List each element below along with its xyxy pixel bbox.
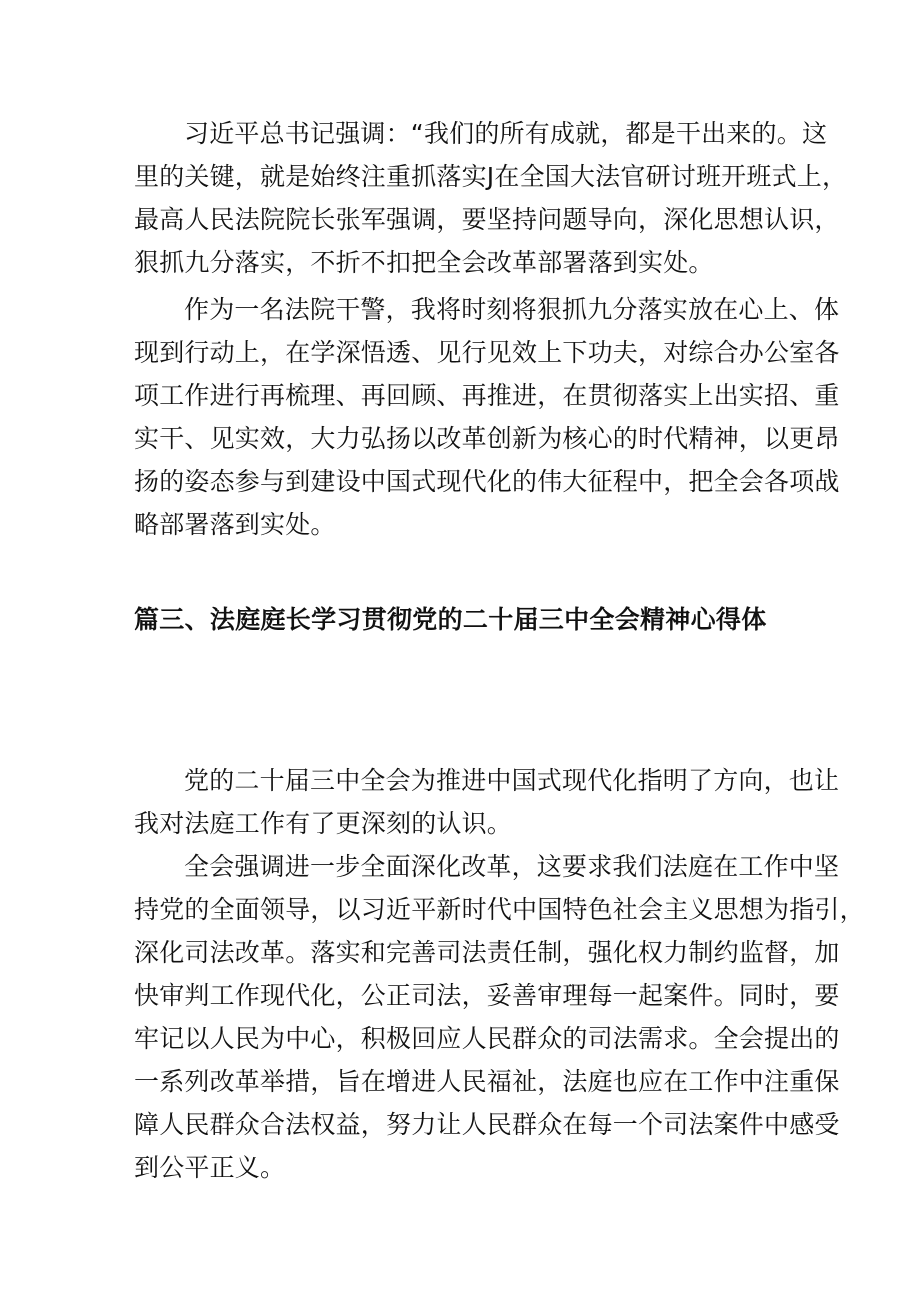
paragraph-line: 全会强调进一步全面深化改革，这要求我们法庭在工作中坚 — [184, 852, 840, 881]
paragraph-line: 习近平总书记强调：“我们的所有成就，都是干出来的。这 — [184, 119, 828, 148]
paragraph-line: 快审判工作现代化，公正司法，妥善审理每一起案件。同时，要 — [134, 981, 840, 1010]
paragraph-line: 狠抓九分落实，不折不扣把全会改革部署落到实处。 — [134, 248, 714, 277]
paragraph-line: 扬的姿态参与到建设中国式现代化的伟大征程中，把全会各项战 — [134, 467, 840, 496]
paragraph-line: 略部署落到实处。 — [134, 510, 336, 539]
paragraph-line: 最高人民法院院长张军强调，要坚持问题导向，深化思想认识， — [134, 205, 840, 234]
paragraph-plenary-direction — [134, 759, 840, 845]
paragraph-line: 我对法庭工作有了更深刻的认识。 — [134, 809, 513, 838]
paragraph-line: 作为一名法院干警，我将时刻将狠抓九分落实放在心上、体 — [184, 295, 840, 324]
paragraph-line: 持党的全面领导，以习近平新时代中国特色社会主义思想为指引， — [134, 895, 865, 924]
paragraph-court-officer — [134, 288, 840, 546]
paragraph-line: 牢记以人民为中心，积极回应人民群众的司法需求。全会提出的 — [134, 1024, 840, 1053]
paragraph-line: 现到行动上，在学深悟透、见行见效上下功夫，对综合办公室各 — [134, 338, 840, 367]
paragraph-judicial-reform — [134, 845, 865, 1189]
paragraph-line: 项工作进行再梳理、再回顾、再推进，在贯彻落实上出实招、重 — [134, 381, 840, 410]
paragraph-line: 党的二十届三中全会为推进中国式现代化指明了方向，也让 — [184, 766, 840, 795]
section-heading: 篇三、法庭庭长学习贯彻党的二十届三中全会精神心得体 — [134, 605, 767, 634]
paragraph-line: 一系列改革举措，旨在增进人民福祉，法庭也应在工作中注重保 — [134, 1067, 840, 1096]
paragraph-line: 深化司法改革。落实和完善司法责任制，强化权力制约监督，加 — [134, 938, 840, 967]
paragraph-line: 到公平正义。 — [134, 1153, 286, 1182]
paragraph-line: 实干、见实效，大力弘扬以改革创新为核心的时代精神，以更昂 — [134, 424, 840, 453]
paragraph-line: 里的关键，就是始终注重抓落实J在全国大法官研讨班开班式上， — [134, 162, 848, 191]
paragraph-line: 障人民群众合法权益，努力让人民群众在每一个司法案件中感受 — [134, 1110, 840, 1139]
paragraph-leadership-quote — [134, 112, 848, 284]
